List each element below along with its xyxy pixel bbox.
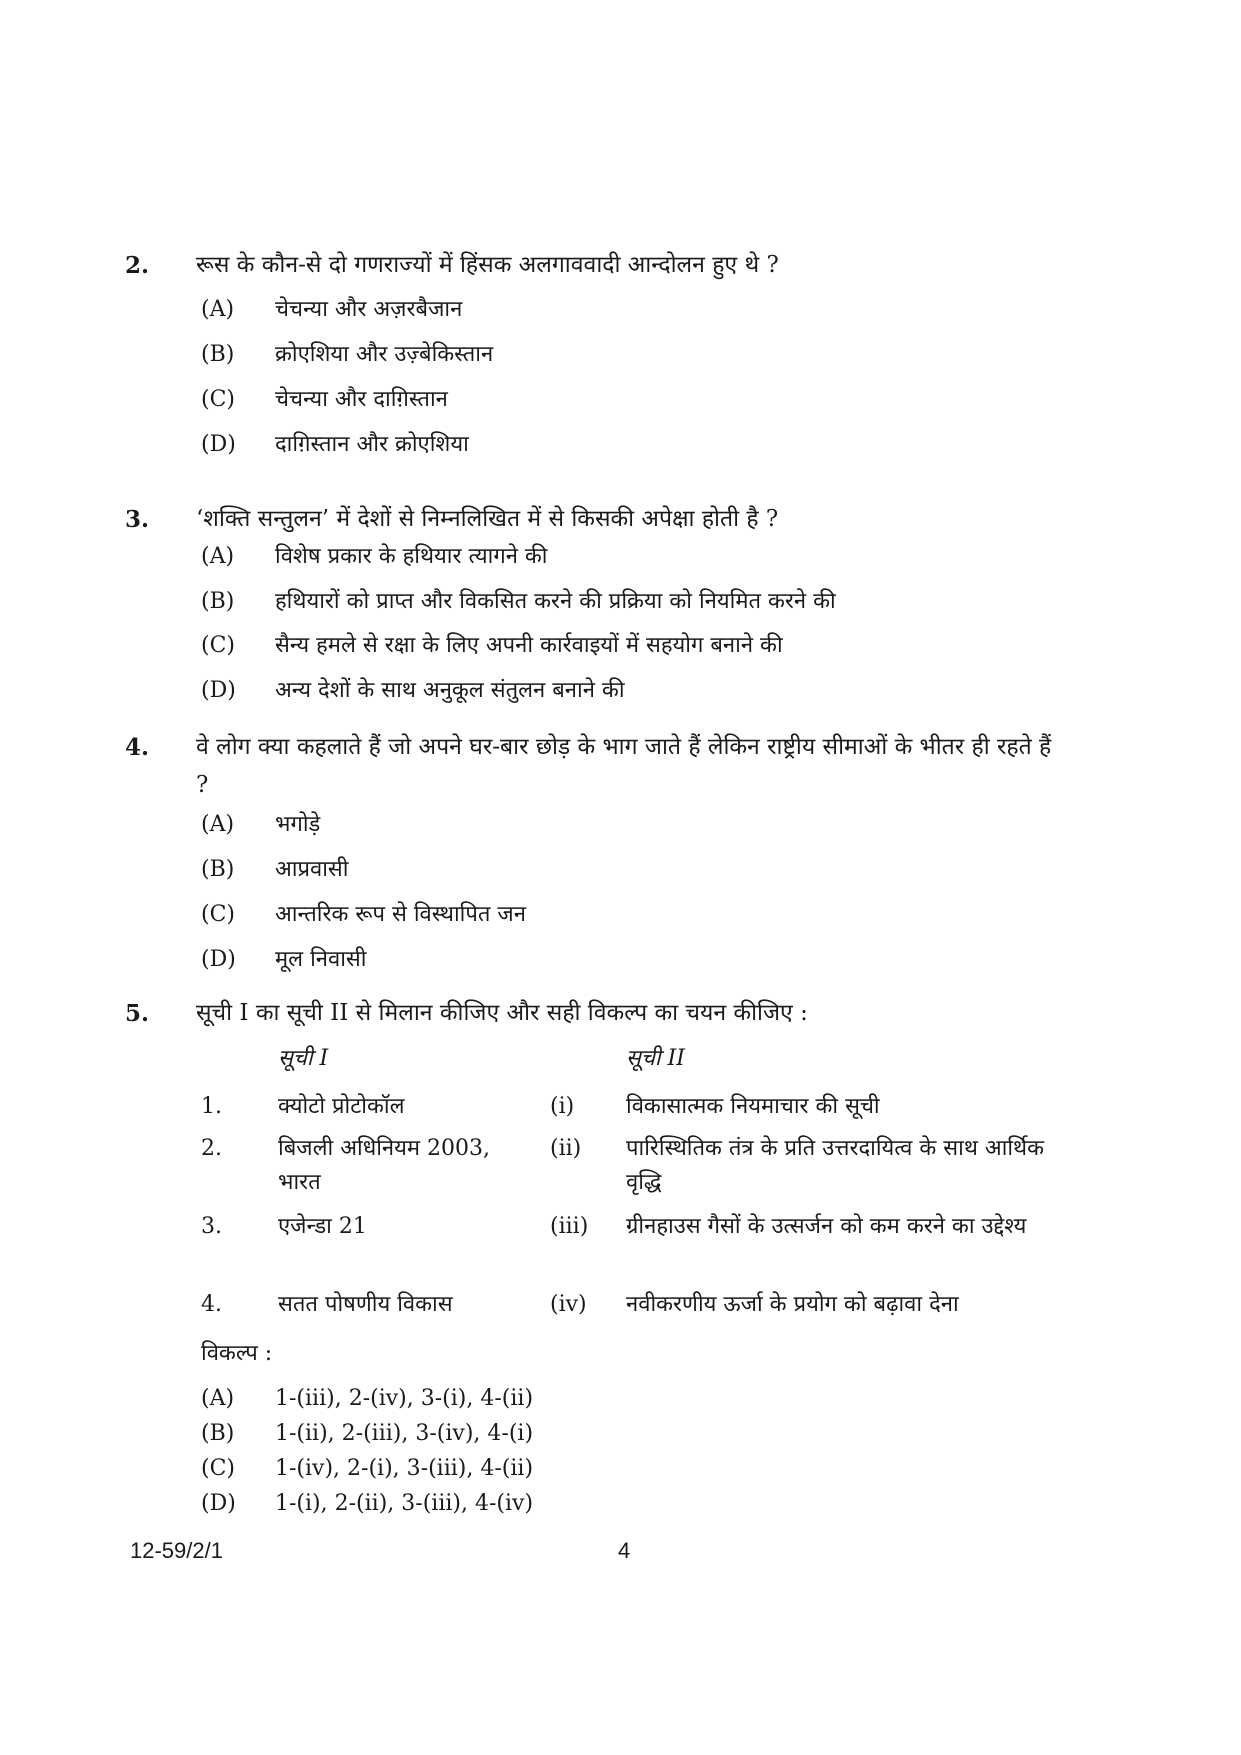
option-label: (D) bbox=[201, 432, 236, 457]
option-text: आप्रवासी bbox=[275, 857, 349, 882]
question-number: 5. bbox=[125, 1000, 150, 1027]
match-number: 2. bbox=[201, 1136, 222, 1161]
option-label: (C) bbox=[201, 902, 235, 927]
option-text: हथियारों को प्राप्त और विकसित करने की प्रक्रिया को नियमित करने की bbox=[275, 589, 836, 614]
choice-text: 1-(i), 2-(ii), 3-(iii), 4-(iv) bbox=[275, 1491, 534, 1516]
question-number: 3. bbox=[125, 506, 150, 533]
option-text: चेचन्या और दाग़िस्तान bbox=[275, 387, 448, 412]
option-text: मूल निवासी bbox=[275, 947, 367, 972]
choice-label: (B) bbox=[201, 1421, 235, 1446]
option-text: सैन्य हमले से रक्षा के लिए अपनी कार्रवाइयों में सहयोग बनाने की bbox=[275, 633, 783, 658]
choice-label: (D) bbox=[201, 1491, 236, 1516]
option-label: (B) bbox=[201, 342, 235, 367]
match-number: 4. bbox=[201, 1292, 222, 1317]
option-label: (C) bbox=[201, 633, 235, 658]
match-right: पारिस्थितिक तंत्र के प्रति उत्तरदायित्व के साथ आर्थिक वृद्धि bbox=[626, 1136, 1045, 1195]
match-left: एजेन्डा 21 bbox=[278, 1214, 367, 1239]
match-roman: (iv) bbox=[550, 1292, 587, 1317]
option-text: क्रोएशिया और उज़्बेकिस्तान bbox=[275, 342, 494, 367]
match-right: नवीकरणीय ऊर्जा के प्रयोग को बढ़ावा देना bbox=[626, 1292, 959, 1317]
match-number: 3. bbox=[201, 1214, 222, 1239]
question-number: 2. bbox=[125, 252, 150, 279]
option-text: चेचन्या और अज़रबैजान bbox=[275, 297, 463, 322]
option-text: विशेष प्रकार के हथियार त्यागने की bbox=[275, 544, 548, 569]
list-2-heading: सूची II bbox=[626, 1046, 685, 1071]
match-left: बिजली अधिनियम 2003, भारत bbox=[278, 1136, 491, 1195]
match-right: विकासात्मक नियमाचार की सूची bbox=[626, 1094, 880, 1119]
choice-label: (C) bbox=[201, 1456, 235, 1481]
option-label: (A) bbox=[201, 544, 235, 569]
match-right: ग्रीनहाउस गैसों के उत्सर्जन को कम करने का उद्देश्य bbox=[626, 1214, 1027, 1239]
option-label: (B) bbox=[201, 857, 235, 882]
choice-text: 1-(ii), 2-(iii), 3-(iv), 4-(i) bbox=[275, 1421, 534, 1446]
option-label: (D) bbox=[201, 947, 236, 972]
option-label: (A) bbox=[201, 812, 235, 837]
list-1-heading: सूची I bbox=[278, 1046, 329, 1071]
match-roman: (iii) bbox=[550, 1214, 589, 1239]
page-number: 4 bbox=[618, 1538, 631, 1563]
option-label: (A) bbox=[201, 297, 235, 322]
match-left: सतत पोषणीय विकास bbox=[278, 1292, 453, 1317]
match-roman: (i) bbox=[550, 1094, 575, 1119]
question-text: रूस के कौन-से दो गणराज्यों में हिंसक अलगाववादी आन्दोलन हुए थे ? bbox=[196, 252, 779, 278]
option-label: (B) bbox=[201, 589, 235, 614]
match-roman: (ii) bbox=[550, 1136, 582, 1161]
option-text: दाग़िस्तान और क्रोएशिया bbox=[275, 432, 469, 457]
question-text: ‘शक्ति सन्तुलन’ में देशों से निम्नलिखित में से किसकी अपेक्षा होती है ? bbox=[196, 506, 779, 532]
match-number: 1. bbox=[201, 1094, 222, 1119]
option-text: भगोड़े bbox=[275, 812, 321, 837]
question-text: वे लोग क्या कहलाते हैं जो अपने घर-बार छोड़ के भाग जाते हैं लेकिन राष्ट्रीय सीमाओं के भीतर ही रहते हैं ? bbox=[196, 734, 1052, 798]
choice-label: (A) bbox=[201, 1386, 235, 1411]
question-text: सूची I का सूची II से मिलान कीजिए और सही विकल्प का चयन कीजिए : bbox=[196, 1000, 808, 1026]
choice-text: 1-(iv), 2-(i), 3-(iii), 4-(ii) bbox=[275, 1456, 534, 1481]
match-left: क्योटो प्रोटोकॉल bbox=[278, 1094, 405, 1119]
choice-text: 1-(iii), 2-(iv), 3-(i), 4-(ii) bbox=[275, 1386, 534, 1411]
paper-code: 12-59/2/1 bbox=[130, 1538, 223, 1563]
option-text: अन्य देशों के साथ अनुकूल संतुलन बनाने की bbox=[275, 678, 625, 703]
question-number: 4. bbox=[125, 734, 150, 761]
choices-label: विकल्प : bbox=[201, 1341, 273, 1366]
option-text: आन्तरिक रूप से विस्थापित जन bbox=[275, 902, 526, 927]
option-label: (D) bbox=[201, 678, 236, 703]
option-label: (C) bbox=[201, 387, 235, 412]
